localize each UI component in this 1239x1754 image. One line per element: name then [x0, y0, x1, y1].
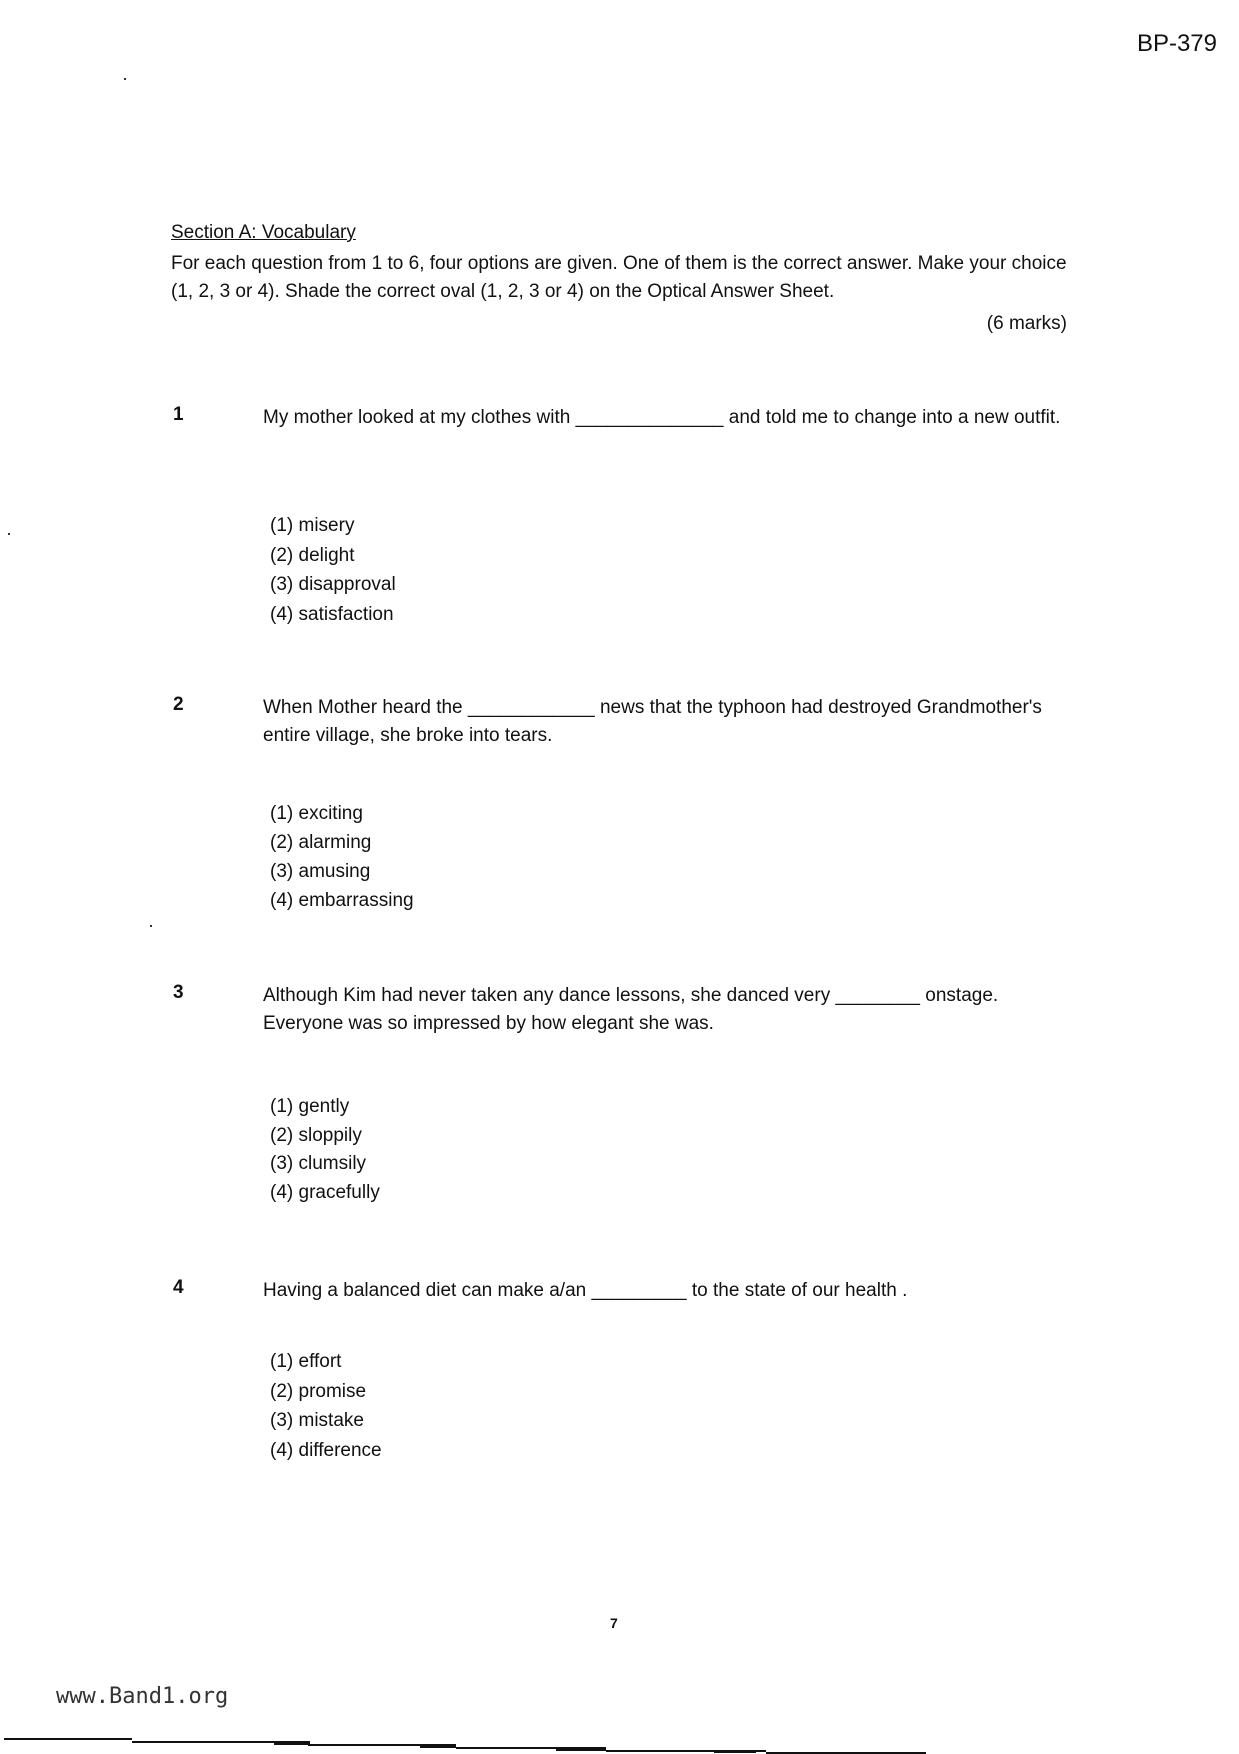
option: (2) sloppily	[270, 1125, 362, 1146]
option: (4) satisfaction	[270, 604, 394, 625]
option: (4) embarrassing	[270, 890, 414, 911]
option: (1) misery	[270, 515, 355, 536]
option: (3) disapproval	[270, 574, 396, 595]
option: (2) alarming	[270, 832, 372, 853]
option: (3) mistake	[270, 1410, 364, 1431]
question-number: 1	[173, 404, 184, 425]
question-number: 2	[173, 694, 184, 715]
option: (2) promise	[270, 1381, 367, 1402]
question-number: 4	[173, 1277, 184, 1298]
option: (1) gently	[270, 1096, 350, 1117]
question-text: When Mother heard the ____________ news that the typhoon had destroyed Grandmother's entire village, she broke into tears.	[263, 697, 1042, 746]
scan-speck	[150, 925, 152, 927]
footer-website: www.Band1.org	[56, 1684, 229, 1709]
section-title: Section A: Vocabulary	[171, 222, 356, 243]
question-text: Although Kim had never taken any dance lessons, she danced very ________ onstage. Everyone was so impressed by how elegant she was.	[263, 985, 999, 1034]
question-number: 3	[173, 982, 184, 1003]
option: (2) delight	[270, 545, 355, 566]
section-marks: (6 marks)	[986, 313, 1067, 334]
option: (1) effort	[270, 1351, 342, 1372]
option: (1) exciting	[270, 803, 363, 824]
option: (3) clumsily	[270, 1153, 367, 1174]
question-text: Having a balanced diet can make a/an _________ to the state of our health .	[263, 1280, 908, 1301]
scan-speck	[124, 78, 126, 80]
question-text: My mother looked at my clothes with ______________ and told me to change into a new outfit.	[263, 407, 1061, 428]
document-code: BP-379	[1136, 30, 1217, 57]
page-number: 7	[610, 1615, 618, 1631]
scan-speck	[8, 533, 10, 535]
option: (3) amusing	[270, 861, 371, 882]
section-instructions: For each question from 1 to 6, four options are given. One of them is the correct answer. Make your choice (1, 2, 3 or 4). Shade the correct oval (1, 2, 3 or 4) on the Optical Answer Sheet.	[171, 253, 1067, 302]
option: (4) gracefully	[270, 1182, 380, 1203]
option: (4) difference	[270, 1440, 382, 1461]
